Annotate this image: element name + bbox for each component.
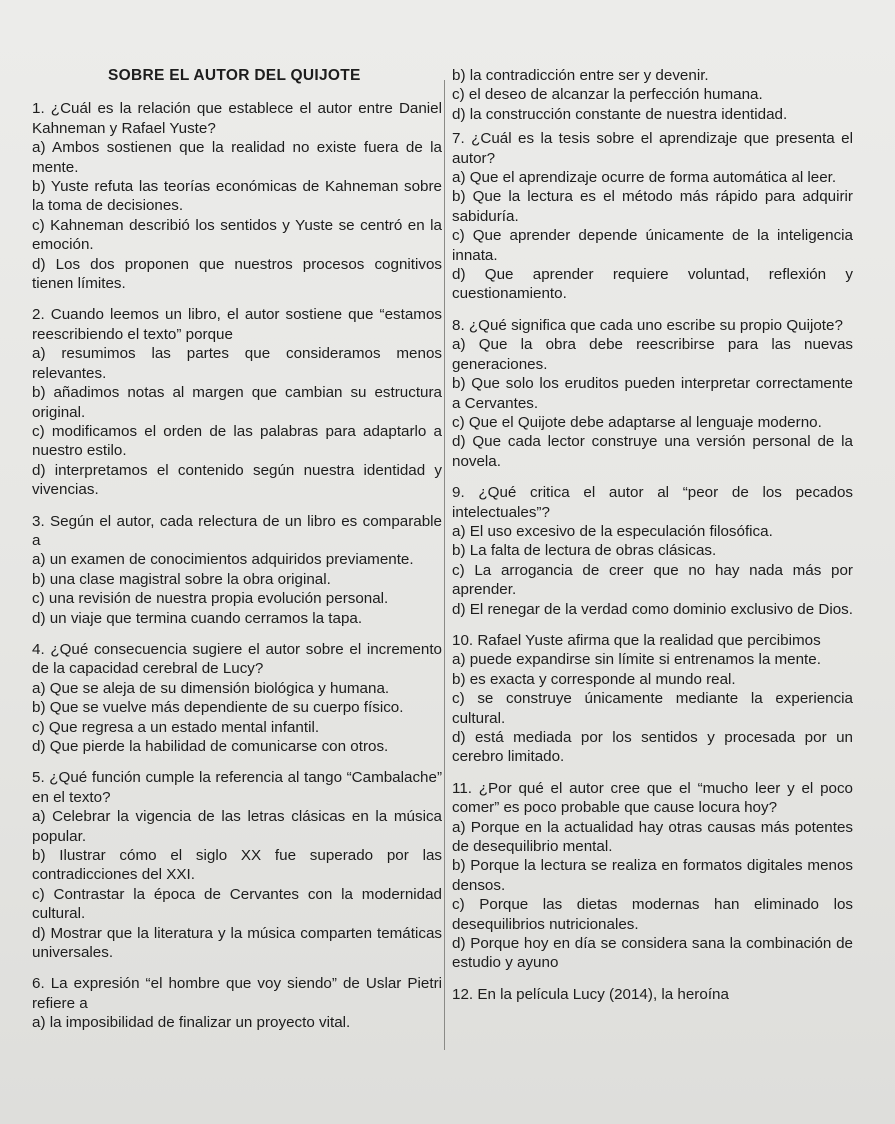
option-a: a) puede expandirse sin límite si entrenamos la mente.	[452, 651, 821, 669]
option-c: c) modificamos el orden de las palabras para adaptarlo a nuestro estilo.	[32, 422, 442, 460]
question-stem: 1. ¿Cuál es la relación que establece el autor entre Daniel Kahneman y Rafael Yuste?	[32, 100, 442, 137]
option-a: a) Celebrar la vigencia de las letras clásicas en la música popular.	[32, 808, 442, 845]
option-c: c) Que el Quijote debe adaptarse al lenguaje moderno.	[452, 413, 822, 431]
question-stem: 4. ¿Qué consecuencia sugiere el autor sobre el incremento de la capacidad cerebral de Lucy?	[32, 640, 442, 678]
option-d: d) Mostrar que la literatura y la música comparten temáticas universales.	[32, 924, 442, 962]
option-c: c) el deseo de alcanzar la perfección humana.	[452, 86, 763, 104]
question-stem: 5. ¿Qué función cumple la referencia al tango “Cambalache” en el texto?	[32, 769, 442, 806]
option-d: d) Los dos proponen que nuestros procesos cognitivos tienen límites.	[32, 255, 442, 293]
option-b: b) Que solo los eruditos pueden interpretar correctamente a Cervantes.	[452, 375, 853, 412]
question-stem: 7. ¿Cuál es la tesis sobre el aprendizaje que presenta el autor?	[452, 130, 853, 167]
option-a: a) Ambos sostienen que la realidad no existe fuera de la mente.	[32, 139, 442, 176]
option-b: b) Que se vuelve más dependiente de su cuerpo físico.	[32, 699, 404, 717]
question-3	[32, 512, 442, 628]
question-12	[452, 985, 853, 1004]
option-b: b) es exacta y corresponde al mundo real.	[452, 670, 736, 688]
option-a: a) El uso excesivo de la especulación filosófica.	[452, 522, 773, 540]
option-b: b) Porque la lectura se realiza en formatos digitales menos densos.	[452, 857, 853, 894]
option-a: a) Porque en la actualidad hay otras causas más potentes de desequilibrio mental.	[452, 818, 853, 856]
option-d: d) un viaje que termina cuando cerramos la tapa.	[32, 609, 363, 627]
option-d: d) la construcción constante de nuestra identidad.	[452, 105, 788, 123]
option-d: d) Que aprender requiere voluntad, reflexión y cuestionamiento.	[452, 266, 853, 303]
right-column	[452, 66, 853, 1016]
option-d: d) interpretamos el contenido según nuestra identidad y vivencias.	[32, 461, 442, 499]
option-c: c) Que regresa a un estado mental infantil.	[32, 718, 320, 736]
option-c: c) Porque las dietas modernas han eliminado los desequilibrios nutricionales.	[452, 896, 853, 933]
option-d: d) Que cada lector construye una versión personal de la novela.	[452, 433, 853, 470]
option-d: d) Que pierde la habilidad de comunicarse con otros.	[32, 738, 389, 755]
option-b: b) Que la lectura es el método más rápido para adquirir sabiduría.	[452, 188, 853, 225]
option-d: d) Porque hoy en día se considera sana la combinación de estudio y ayuno	[452, 935, 853, 972]
question-8	[452, 316, 853, 471]
left-column	[32, 66, 442, 1045]
option-a: a) Que se aleja de su dimensión biológica y humana.	[32, 679, 390, 697]
option-b: b) añadimos notas al margen que cambian su estructura original.	[32, 384, 442, 421]
question-5	[32, 768, 442, 962]
option-b: b) Ilustrar cómo el siglo XX fue superado por las contradicciones del XXI.	[32, 847, 442, 884]
question-6	[32, 974, 442, 1032]
question-stem: 8. ¿Qué significa que cada uno escribe su propio Quijote?	[452, 316, 843, 334]
page-title: SOBRE EL AUTOR DEL QUIJOTE	[108, 67, 361, 84]
question-stem: 6. La expresión “el hombre que voy siendo” de Uslar Pietri refiere a	[32, 975, 442, 1012]
question-10	[452, 631, 853, 767]
question-9	[452, 483, 853, 619]
question-7	[452, 129, 853, 304]
question-stem: 10. Rafael Yuste afirma que la realidad que percibimos	[452, 631, 821, 649]
question-2	[32, 305, 442, 499]
option-b: b) La falta de lectura de obras clásicas.	[452, 542, 717, 560]
question-11	[452, 779, 853, 973]
column-divider	[444, 80, 445, 1050]
option-a: a) Que el aprendizaje ocurre de forma automática al leer.	[452, 169, 837, 187]
option-c: c) Que aprender depende únicamente de la inteligencia innata.	[452, 227, 853, 264]
question-stem: 9. ¿Qué critica el autor al “peor de los pecados intelectuales”?	[452, 484, 853, 521]
question-1	[32, 99, 442, 293]
option-a: a) resumimos las partes que consideramos menos relevantes.	[32, 345, 442, 382]
question-stem: 12. En la película Lucy (2014), la heroína	[452, 985, 729, 1003]
option-a: a) un examen de conocimientos adquiridos previamente.	[32, 551, 414, 569]
option-c: c) Contrastar la época de Cervantes con la modernidad cultural.	[32, 885, 442, 923]
option-c: c) Kahneman describió los sentidos y Yuste se centró en la emoción.	[32, 216, 442, 254]
option-a: a) Que la obra debe reescribirse para las nuevas generaciones.	[452, 336, 853, 373]
option-b: b) la contradicción entre ser y devenir.	[452, 67, 709, 84]
option-b: b) Yuste refuta las teorías económicas de Kahneman sobre la toma de decisiones.	[32, 178, 442, 215]
option-a: a) la imposibilidad de finalizar un proyecto vital.	[32, 1014, 351, 1032]
option-c: c) La arrogancia de creer que no hay nada más por aprender.	[452, 561, 853, 599]
option-d: d) está mediada por los sentidos y procesada por un cerebro limitado.	[452, 729, 853, 766]
option-d: d) El renegar de la verdad como dominio exclusivo de Dios.	[452, 600, 853, 618]
option-c: c) se construye únicamente mediante la experiencia cultural.	[452, 690, 853, 727]
option-b: b) una clase magistral sobre la obra original.	[32, 570, 331, 588]
question-6-continued	[452, 66, 853, 124]
question-stem: 2. Cuando leemos un libro, el autor sostiene que “estamos reescribiendo el texto” porque	[32, 306, 442, 343]
option-c: c) una revisión de nuestra propia evolución personal.	[32, 590, 389, 608]
question-4	[32, 640, 442, 756]
question-stem: 3. Según el autor, cada relectura de un libro es comparable a	[32, 512, 442, 549]
question-stem: 11. ¿Por qué el autor cree que el “mucho leer y el poco comer” es poco probable que cause locura hoy?	[452, 779, 853, 817]
